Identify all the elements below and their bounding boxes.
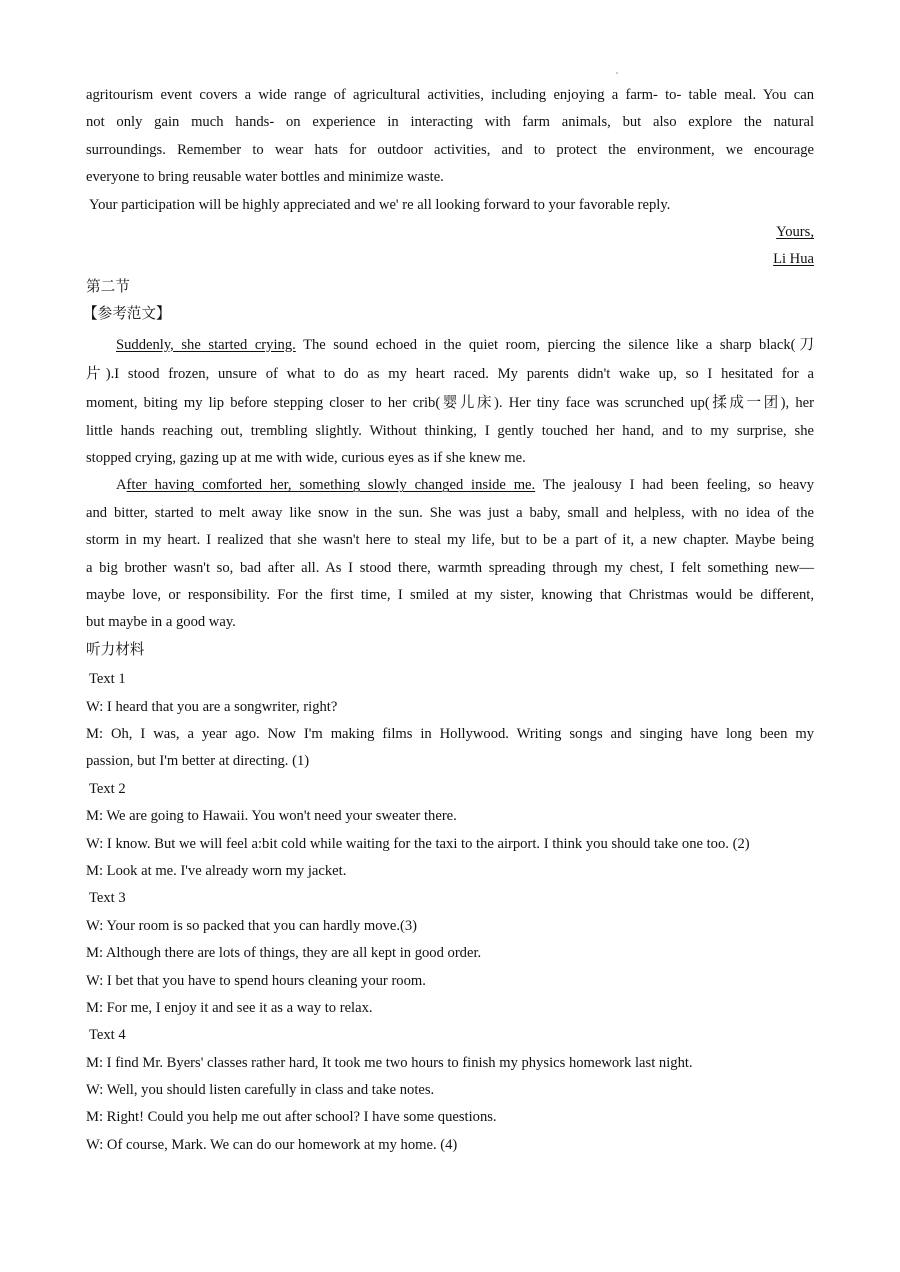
listening-text-1: [86, 666, 814, 776]
essay-line: maybe love, or responsibility. For the first time, I smiled at my sister, knowing that Christmas would be different,: [86, 587, 814, 604]
dialogue-line: W: Well, you should listen carefully in class and take notes.: [86, 1082, 435, 1099]
dialogue-line: M: Look at me. I've already worn my jacket.: [86, 862, 347, 879]
essay-line: [86, 472, 814, 499]
listening-heading: 听力材料: [86, 641, 145, 658]
dialogue-line: W: I know. But we will feel a:bit cold while waiting for the taxi to the airport. I think you should take one too. (2): [86, 835, 750, 852]
essay-line: 片).I stood frozen, unsure of what to do as my heart raced. My parents didn't wake up, so I hesitated for a: [86, 365, 814, 382]
essay-para2-first-letter: A: [116, 477, 127, 494]
text-title: Text 2: [89, 780, 126, 797]
sample-essay-paragraph-2: [86, 472, 814, 636]
document-page: [83, 82, 814, 1159]
text-title: Text 4: [89, 1027, 126, 1044]
dialogue-line: W: I heard that you are a songwriter, right?: [86, 698, 338, 715]
essay-line: storm in my heart. I realized that she wasn't here to steal my life, but to be a part of it, a new chapter. Maybe being: [86, 532, 814, 549]
letter-line: agritourism event covers a wide range of agricultural activities, including enjoying a farm- to- table meal. You can: [86, 87, 814, 103]
essay-line: a big brother wasn't so, bad after all. As I stood there, warmth spreading through my chest, I felt something new—: [86, 559, 814, 576]
dialogue-line: W: Your room is so packed that you can hardly move.(3): [86, 917, 417, 934]
essay-para2-line1-rest: The jealousy I had been feeling, so heavy: [535, 477, 814, 494]
essay-line: and bitter, started to melt away like snow in the sun. She was just a baby, small and helpless, with no idea of the: [86, 504, 814, 521]
essay-para2-start: fter having comforted her, something slowly changed inside me.: [126, 477, 536, 494]
dialogue-line: M: For me, I enjoy it and see it as a way to relax.: [86, 999, 373, 1016]
sample-essay-label: 【参考范文】: [83, 306, 171, 323]
letter-body: [86, 82, 814, 274]
text-title: Text 3: [89, 890, 126, 907]
section-heading: 第二节: [86, 278, 130, 295]
letter-sign-yours: [86, 219, 814, 246]
letter-line: not only gain much hands- on experience in interacting with farm animals, but also explore the natural: [86, 114, 814, 131]
essay-line: moment, biting my lip before stepping closer to her crib(婴儿床). Her tiny face was scrunched up(揉成一团), her: [86, 395, 814, 412]
dialogue-line: M: Although there are lots of things, they are all kept in good order.: [86, 945, 482, 962]
sample-essay-paragraph-1: [86, 332, 814, 473]
essay-line: but maybe in a good way.: [86, 614, 236, 631]
dialogue-line: W: Of course, Mark. We can do our homework at my home. (4): [86, 1136, 458, 1153]
dialogue-line: W: I bet that you have to spend hours cleaning your room.: [86, 972, 426, 989]
scan-speck: [616, 72, 618, 74]
dialogue-line: passion, but I'm better at directing. (1): [86, 753, 310, 770]
letter-closing-line: Your participation will be highly appreciated and we' re all looking forward to your favorable reply.: [89, 196, 671, 213]
listening-text-3: [86, 885, 814, 1022]
sign-name-text: Li Hua: [773, 251, 814, 268]
essay-para1-line1-rest: The sound echoed in the quiet room, piercing the silence like a sharp black(刀: [295, 336, 814, 353]
essay-line: stopped crying, gazing up at me with wide, curious eyes as if she knew me.: [86, 450, 526, 467]
essay-para1-start: Suddenly, she started crying.: [116, 336, 296, 353]
sign-yours-text: Yours,: [776, 223, 814, 240]
dialogue-line: M: We are going to Hawaii. You won't need your sweater there.: [86, 808, 457, 825]
text-title: Text 1: [89, 671, 126, 688]
listening-text-4: [86, 1022, 814, 1159]
letter-line: surroundings. Remember to wear hats for outdoor activities, and to protect the environment, we encourage: [86, 141, 814, 158]
letter-line: everyone to bring reusable water bottles and minimize waste.: [86, 169, 444, 186]
essay-line: little hands reaching out, trembling slightly. Without thinking, I gently touched her hand, and to my surprise, she: [86, 422, 814, 439]
letter-sign-name: [86, 246, 814, 273]
essay-line: [86, 332, 814, 359]
dialogue-line: M: Oh, I was, a year ago. Now I'm making films in Hollywood. Writing songs and singing have long been my: [86, 725, 814, 742]
listening-text-2: [86, 776, 814, 886]
dialogue-line: M: I find Mr. Byers' classes rather hard, It took me two hours to finish my physics homework last night.: [86, 1054, 693, 1071]
dialogue-line: M: Right! Could you help me out after school? I have some questions.: [86, 1109, 497, 1126]
